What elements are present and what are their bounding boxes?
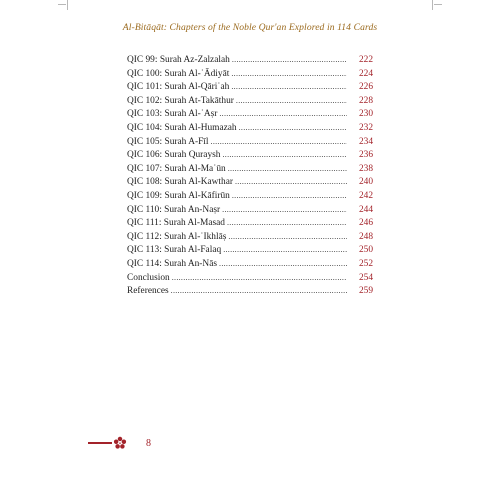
toc-leader-dots [211,135,347,149]
toc-entry-label: QIC 105: Surah A-Fīl [127,136,209,147]
toc-entry-label: QIC 100: Surah Al-ʿĀdiyāt [127,68,230,79]
toc-leader-dots [231,67,347,81]
toc-entry[interactable] [127,284,373,298]
toc-entry[interactable] [127,67,373,81]
toc-entry[interactable] [127,230,373,244]
toc-leader-dots [236,94,347,108]
toc-entry-page: 244 [358,204,373,215]
toc-entry-page: 259 [358,286,373,297]
toc-leader-dots [172,271,347,285]
table-of-contents [127,53,373,298]
running-header: Al-Bitāqāt: Chapters of the Noble Qur'an Explored in 114 Cards [122,22,378,33]
toc-entry-label: QIC 112: Surah Al-ʿIkhlāṣ [127,231,227,242]
toc-entry-page: 234 [358,136,373,147]
toc-entry[interactable] [127,107,373,121]
toc-entry-label: QIC 111: Surah Al-Masad [127,218,225,229]
toc-entry[interactable] [127,94,373,108]
toc-entry-page: 230 [358,109,373,120]
toc-entry[interactable] [127,121,373,135]
toc-leader-dots [222,148,347,162]
toc-entry-page: 250 [358,245,373,256]
toc-entry-label: QIC 107: Surah Al-Maʿūn [127,163,226,174]
toc-entry[interactable] [127,203,373,217]
page-footer [88,436,151,450]
toc-entry-page: 232 [358,122,373,133]
toc-entry-page: 226 [358,82,373,93]
flower-icon [113,436,127,450]
toc-leader-dots [219,107,347,121]
toc-entry-label: QIC 104: Surah Al-Humazah [127,122,237,133]
toc-entry-page: 228 [358,95,373,106]
toc-entry-page: 252 [358,258,373,269]
toc-entry-label: Conclusion [127,272,170,283]
toc-leader-dots [231,80,347,94]
toc-entry[interactable] [127,243,373,257]
crop-mark-right [432,0,433,10]
toc-entry[interactable] [127,135,373,149]
toc-entry-page: 246 [358,218,373,229]
toc-entry[interactable] [127,257,373,271]
crop-mark-left-horizontal [58,4,66,5]
toc-entry-page: 238 [358,163,373,174]
toc-entry[interactable] [127,271,373,285]
toc-entry-page: 240 [358,177,373,188]
toc-leader-dots [232,189,347,203]
footer-rule [88,442,112,444]
toc-entry[interactable] [127,162,373,176]
toc-leader-dots [222,203,347,217]
toc-leader-dots [227,216,347,230]
toc-entry-page: 254 [358,272,373,283]
page-number: 8 [146,437,151,449]
toc-entry-label: QIC 110: Surah An-Naṣr [127,204,221,215]
toc-entry-label: QIC 109: Surah Al-Kāfirūn [127,190,230,201]
toc-entry-page: 242 [358,190,373,201]
toc-entry-label: QIC 103: Surah Al-ʿAṣr [127,109,218,120]
toc-entry[interactable] [127,148,373,162]
toc-leader-dots [223,243,347,257]
toc-entry-page: 222 [358,55,373,65]
toc-leader-dots [239,121,347,135]
toc-entry-label: QIC 99: Surah Az-Zalzalah [127,55,230,65]
toc-entry-label: QIC 113: Surah Al-Falaq [127,245,222,256]
toc-leader-dots [232,53,347,67]
toc-entry[interactable] [127,189,373,203]
toc-entry-label: QIC 101: Surah Al-Qāriʿah [127,82,230,93]
toc-entry[interactable] [127,175,373,189]
toc-entry-label: QIC 108: Surah Al-Kawthar [127,177,233,188]
crop-mark-right-horizontal [434,4,442,5]
toc-entry[interactable] [127,80,373,94]
toc-entry-label: QIC 106: Surah Quraysh [127,150,221,161]
toc-leader-dots [228,230,347,244]
toc-entry-label: References [127,286,169,297]
toc-entry-label: QIC 102: Surah At-Takāthur [127,95,234,106]
toc-entry[interactable] [127,53,373,67]
toc-leader-dots [171,284,347,298]
toc-leader-dots [228,162,347,176]
toc-entry-page: 236 [358,150,373,161]
toc-entry-label: QIC 114: Surah An-Nās [127,258,218,269]
toc-entry-page: 224 [358,68,373,79]
toc-entry[interactable] [127,216,373,230]
toc-leader-dots [219,257,347,271]
toc-leader-dots [235,175,347,189]
crop-mark-left [67,0,68,10]
toc-entry-page: 248 [358,231,373,242]
